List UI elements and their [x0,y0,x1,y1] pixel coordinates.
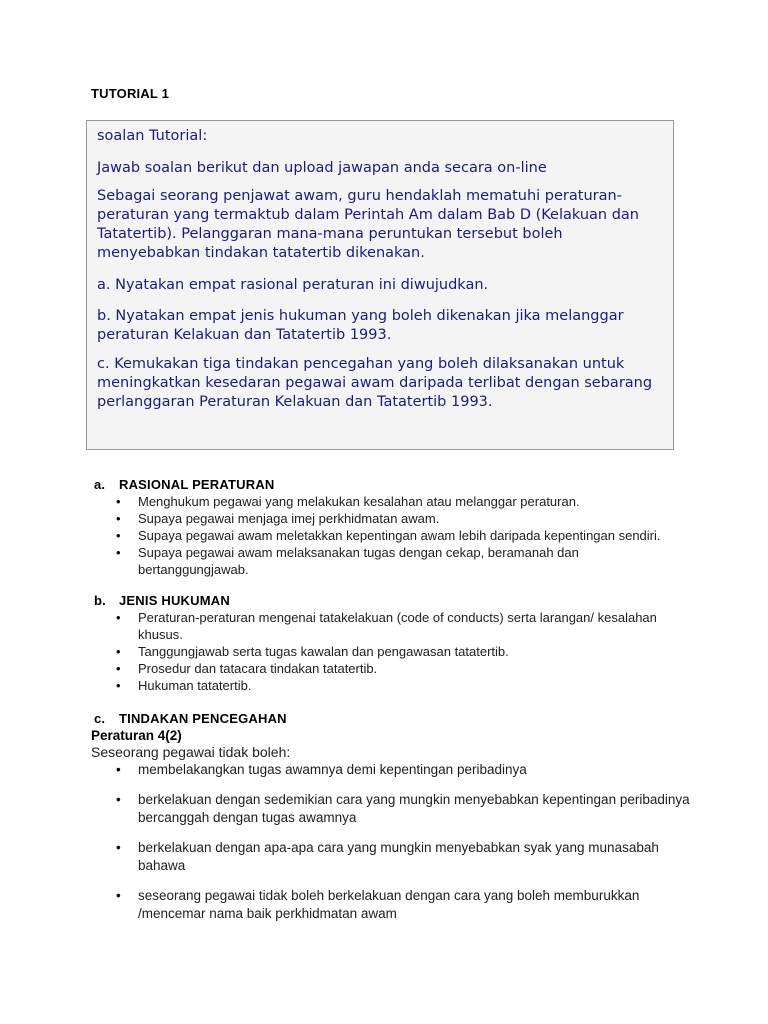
bullet-icon: • [116,661,121,676]
section-title: JENIS HUKUMAN [119,593,230,608]
section-title: TINDAKAN PENCEGAHAN [119,711,287,726]
list-item: • Supaya pegawai menjaga imej perkhidmatan awam. [116,511,440,526]
section-heading [91,592,691,609]
question-a: a. Nyatakan empat rasional peraturan ini diwujudkan. [97,277,489,293]
section-rasional-peraturan [91,476,691,578]
section-letter: b. [94,593,106,608]
question-box [86,120,674,450]
list-item: • Supaya pegawai awam melaksanakan tugas dengan cekap, beramanah dan bertanggungjawab. [116,545,579,577]
list-item: • Supaya pegawai awam meletakkan kepentingan awam lebih daripada kepentingan sendiri. [116,528,661,543]
list-item: • Tanggungjawab serta tugas kawalan dan pengawasan tatatertib. [116,644,509,659]
section-letter: c. [94,711,106,726]
question-b: b. Nyatakan empat jenis hukuman yang boleh dikenakan jika melanggar peraturan Kelakuan dan Tatatertib 1993. [97,308,624,343]
bullet-icon: • [116,678,121,693]
list-item: • seseorang pegawai tidak boleh berkelakuan dengan cara yang boleh memburukkan /mencemar nama baik perkhidmatan awam [116,888,640,921]
list-item: • Menghukum pegawai yang melakukan kesalahan atau melanggar peraturan. [116,494,580,509]
question-title: soalan Tutorial: [97,128,208,144]
list-item: • Hukuman tatatertib. [116,678,252,693]
bullet-icon: • [116,511,121,526]
section-letter: a. [94,477,106,492]
lead-text: Seseorang pegawai tidak boleh: [91,744,291,760]
list-item: • Peraturan-peraturan mengenai tatakelakuan (code of conducts) serta larangan/ kesalahan khusus. [116,610,657,642]
bullet-list [91,609,691,694]
answers [91,476,691,935]
bullet-icon: • [116,888,121,903]
question-c: c. Kemukakan tiga tindakan pencegahan yang boleh dilaksanakan untuk meningkatkan kesedaran pegawai awam daripada terlibat dengan sebarang perlanggaran Peraturan Kelakuan dan Tatatertib 1993. [97,356,653,410]
bullet-list [91,761,691,923]
list-item: • membelakangkan tugas awamnya demi kepentingan peribadinya [116,762,527,777]
bullet-icon: • [116,610,121,625]
bullet-icon: • [116,762,121,777]
section-heading [91,476,691,493]
question-intro: Sebagai seorang penjawat awam, guru hendaklah mematuhi peraturan-peraturan yang termaktub dalam Perintah Am dalam Bab D (Kelakuan dan Tatatertib). Pelanggaran mana-mana peruntukan tersebut boleh menyebabkan tindakan tatatertib dikenakan. [97,188,640,261]
section-tindakan-pencegahan [91,710,691,923]
list-item: • berkelakuan dengan sedemikian cara yang mungkin menyebabkan kepentingan peribadinya bercanggah dengan tugas awamnya [116,792,690,825]
list-item: • Prosedur dan tatacara tindakan tatatertib. [116,661,378,676]
bullet-icon: • [116,494,121,509]
bullet-icon: • [116,644,121,659]
section-heading [91,710,691,727]
question-instruction: Jawab soalan berikut dan upload jawapan anda secara on-line [97,160,547,176]
sub-heading: Peraturan 4(2) [91,728,182,743]
bullet-icon: • [116,792,121,807]
bullet-list [91,493,691,578]
list-item: • berkelakuan dengan apa-apa cara yang mungkin menyebabkan syak yang munasabah bahawa [116,840,659,873]
bullet-icon: • [116,545,121,560]
section-jenis-hukuman [91,592,691,694]
bullet-icon: • [116,840,121,855]
document-heading: TUTORIAL 1 [91,86,170,101]
bullet-icon: • [116,528,121,543]
section-title: RASIONAL PERATURAN [119,477,275,492]
